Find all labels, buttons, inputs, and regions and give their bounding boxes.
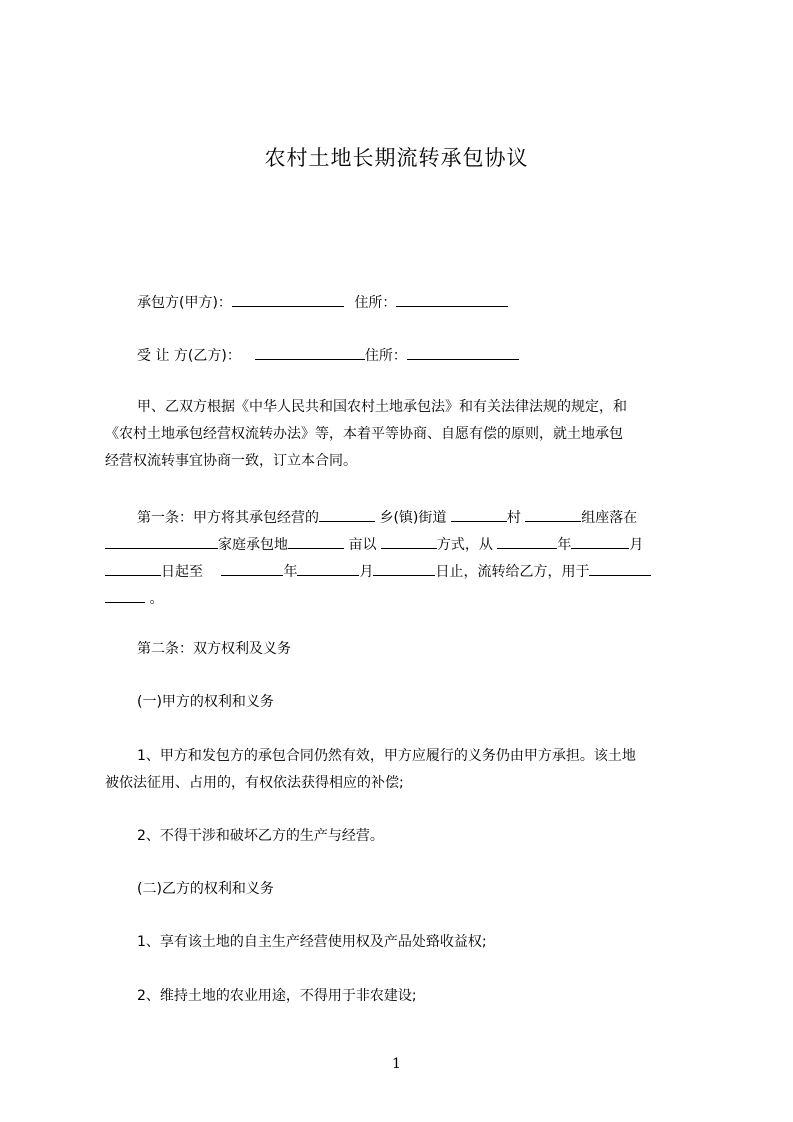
article1-text: 日止，流转给乙方，用于: [435, 564, 590, 580]
preamble-line-3: 经营权流转事宜协商一致，订立本合同。: [105, 453, 357, 469]
article1-text: 村: [506, 510, 521, 526]
document-title: 农村土地长期流转承包协议: [264, 146, 529, 170]
article1-text: 。: [149, 591, 164, 607]
article1-line-4: [105, 588, 705, 607]
page-number: 1: [392, 1056, 401, 1072]
party-b-label: 受 让 方(乙方)：: [137, 348, 241, 364]
blank-start-year: [497, 534, 557, 549]
article1-line-3: [105, 561, 705, 580]
article1-text: 日起至: [161, 564, 203, 580]
blank-township: [319, 507, 375, 522]
section-b-heading: (二)乙方的权利和义务: [137, 881, 274, 897]
section-a-item1-line-2: 被依法征用、占用的，有权依法获得相应的补偿;: [105, 775, 404, 791]
article2-heading: 第二条：双方权利及义务: [137, 641, 291, 657]
article1-text: 方式，从: [436, 537, 493, 553]
section-b-item1: 1、享有该土地的自主生产经营使用权及产品处臵收益权;: [137, 934, 487, 950]
blank-purpose-continued: [105, 588, 145, 603]
section-a-item2: 2、不得干涉和破坏乙方的生产与经营。: [137, 828, 384, 844]
party-b-address-blank: [407, 345, 519, 360]
blank-purpose: [589, 561, 651, 576]
article1-text: 家庭承包地: [218, 537, 288, 553]
article1-line-1: [137, 507, 737, 526]
blank-end-year: [221, 561, 283, 576]
party-a-address-blank: [396, 292, 508, 307]
preamble-line-2: 《农村土地承包经营权流转办法》等，本着平等协商、自愿有偿的原则，就土地承包: [105, 426, 623, 442]
blank-area: [288, 534, 344, 549]
party-b-address-label: 住所：: [364, 348, 407, 364]
article1-text: 年: [557, 537, 572, 553]
party-a-address-label: 住所：: [354, 295, 397, 311]
preamble-line-1: 甲、乙双方根据《中华人民共和国农村土地承包法》和有关法律法规的规定，和: [137, 399, 627, 415]
article1-text: 第一条：甲方将其承包经营的: [137, 510, 319, 526]
party-a-line: [137, 292, 508, 311]
party-a-name-blank: [232, 292, 344, 307]
section-b-item2: 2、维持土地的农业用途，不得用于非农建设;: [137, 988, 417, 1004]
blank-start-month: [571, 534, 629, 549]
article1-text: 亩以: [348, 537, 377, 553]
article1-line-2: [105, 534, 705, 553]
article1-text: 月: [359, 564, 374, 580]
party-b-name-blank: [255, 345, 365, 360]
blank-start-day: [105, 561, 161, 576]
article1-text: 乡(镇)街道: [379, 510, 447, 526]
section-a-item1-line-1: 1、甲方和发包方的承包合同仍然有效，甲方应履行的义务仍由甲方承担。该土地: [137, 748, 636, 764]
party-a-label: 承包方(甲方)：: [137, 295, 232, 311]
party-b-line: [137, 345, 519, 364]
blank-end-month: [297, 561, 359, 576]
blank-location: [105, 534, 218, 549]
blank-method: [381, 534, 437, 549]
article1-text: 年: [283, 564, 298, 580]
blank-group: [525, 507, 581, 522]
blank-end-day: [373, 561, 435, 576]
article1-text: 月: [629, 537, 644, 553]
blank-village: [451, 507, 507, 522]
article1-text: 组座落在: [581, 510, 638, 526]
section-a-heading: (一)甲方的权利和义务: [137, 694, 274, 710]
